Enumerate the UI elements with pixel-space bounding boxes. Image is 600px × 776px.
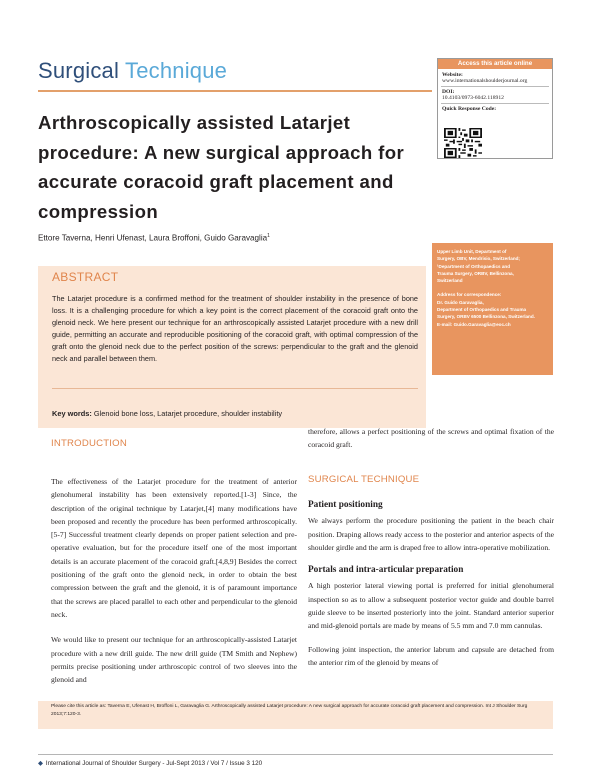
website-label: Website:	[442, 72, 463, 78]
footer	[38, 760, 262, 767]
authors	[38, 233, 270, 243]
introduction-paragraph-1: The effectiveness of the Latarjet procedure for the treatment of anterior glenohumeral instability has been extensively reported.[1-3] Since, the description of the original technique by Latarjet,[4] many modifications have been proposed and recently the procedure has been performed arthroscopically.[5-7] Successful treatment clearly depends on proper patient selection and pre-operative evaluation, but for the procedure itself one of the most important details is an accurate placement of the coracoid graft.[4,8,9] Besides the correct positioning of the graft onto the glenoid neck, in order to obtain the best compression between the graft and the glenoid, it is of paramount importance that the screws are placed parallel to each other and perpendicular to the glenoid neck.	[51, 477, 297, 619]
section-label	[38, 58, 227, 84]
portals-text: A high posterior lateral viewing portal is preferred for initial glenohumeral inspection so as to allow a subsequent posterior vector guide and double barrel guide sleeve to be inserted posteriorly into the joint. Standard anterior superior and mid-glenoid portals are made by means of 5.5 mm and 7.0 mm cannulas.	[308, 581, 554, 631]
introduction-continuation: therefore, allows a perfect positioning of the screws and optimal fixation of the coracoid graft.	[308, 427, 554, 450]
citation-text: Please cite this article as: Taverna E, Ufenast H, Broffoni L, Garavaglia G. Arthroscopically assisted Latarjet procedure: A new surgical approach for accurate coracoid graft placement and compression. Int J Shoulder Surg 2013;7:120-3.	[51, 704, 528, 717]
keywords	[52, 409, 282, 418]
surgical-technique-body	[308, 499, 554, 669]
access-box-divider	[441, 86, 549, 87]
abstract-text: The Latarjet procedure is a confirmed method for the treatment of shoulder instability in the presence of bone loss. It is a challenging procedure for which a key point is the correct placement of the coracoid graft onto the glenoid neck. We here present our technique for an arthroscopically assisted Latarjet procedure with a new drill guide, permitting an accurate and reproducible positioning of the coracoid graft, with optimal compression of the graft onto the glenoid neck due to the perfect position of the screws: perpendicular to the graft and the glenoid neck and parallel between them.	[52, 294, 418, 364]
doi-label: DOI:	[442, 89, 455, 95]
article-title: Arthroscopically assisted Latarjet procedure: A new surgical approach for accurate coracoid graft placement and compression	[38, 112, 405, 222]
doi-value[interactable]: 10.4103/0973-6042.118912	[442, 95, 504, 101]
qr-label: Quick Response Code:	[442, 106, 497, 112]
keywords-value: Glenoid bone loss, Latarjet procedure, shoulder instability	[93, 409, 283, 418]
footer-text: International Journal of Shoulder Surgery - Jul-Sept 2013 / Vol 7 / Issue 3 120	[45, 760, 263, 767]
qr-code-icon[interactable]	[444, 128, 482, 158]
section-label-word2: Technique	[125, 58, 228, 83]
diamond-icon: ◆	[38, 760, 43, 767]
access-article-box	[437, 58, 553, 159]
affiliation-box	[432, 243, 553, 375]
introduction-paragraph-2: We would like to present our technique for an arthroscopically-assisted Latarjet procedure with a new drill guide. The new drill guide (TM Smith and Nephew) permits precise positioning under arthroscopic control of two sleeves into the glenoid and	[51, 635, 297, 685]
section-label-word1: Surgical	[38, 58, 120, 83]
introduction-heading: INTRODUCTION	[51, 438, 127, 449]
correspondence-text: Address for correspondence: Dr. Guido Garavaglia, Department of Orthopaedics and Trauma Surgery, ORBV 6500 Bellinzona, Switzerland. E-mail: Guido.Garavaglia@eoc.ch	[437, 292, 535, 327]
affiliation-text: Upper Limb Unit, Department of Surgery, OBV, Mendrisio, Switzerland; ¹Department of Orthopaedics and Trauma Surgery, ORBV, Bellinzona, Switzerland	[437, 249, 520, 284]
access-box-heading: Access this article online	[438, 59, 552, 69]
portals-heading: Portals and intra-articular preparation	[308, 565, 464, 576]
header-rule	[38, 90, 432, 92]
author-affiliation-mark: 1	[267, 233, 270, 239]
patient-positioning-text: We always perform the procedure positioning the patient in the beach chair position. Draping allows ready access to the posterior and anterior aspects of the shoulder girdle and the arm is draped free to allow intra-operative mobilization.	[308, 516, 554, 552]
author-names: Ettore Taverna, Henri Ufenast, Laura Broffoni, Guido Garavaglia	[38, 233, 268, 243]
access-box-divider	[441, 103, 549, 104]
keywords-divider	[52, 388, 418, 389]
introduction-body	[51, 475, 297, 686]
patient-positioning-heading: Patient positioning	[308, 500, 383, 510]
abstract-heading: ABSTRACT	[52, 270, 119, 284]
portals-text-2: Following joint inspection, the anterior labrum and capsule are detached from the anterior rim of the glenoid by means of	[308, 644, 554, 667]
surgical-technique-heading: SURGICAL TECHNIQUE	[308, 474, 420, 485]
website-link[interactable]: www.internationalshoulderjournal.org	[442, 78, 528, 84]
footer-rule	[38, 754, 553, 755]
keywords-label: Key words:	[52, 409, 92, 418]
